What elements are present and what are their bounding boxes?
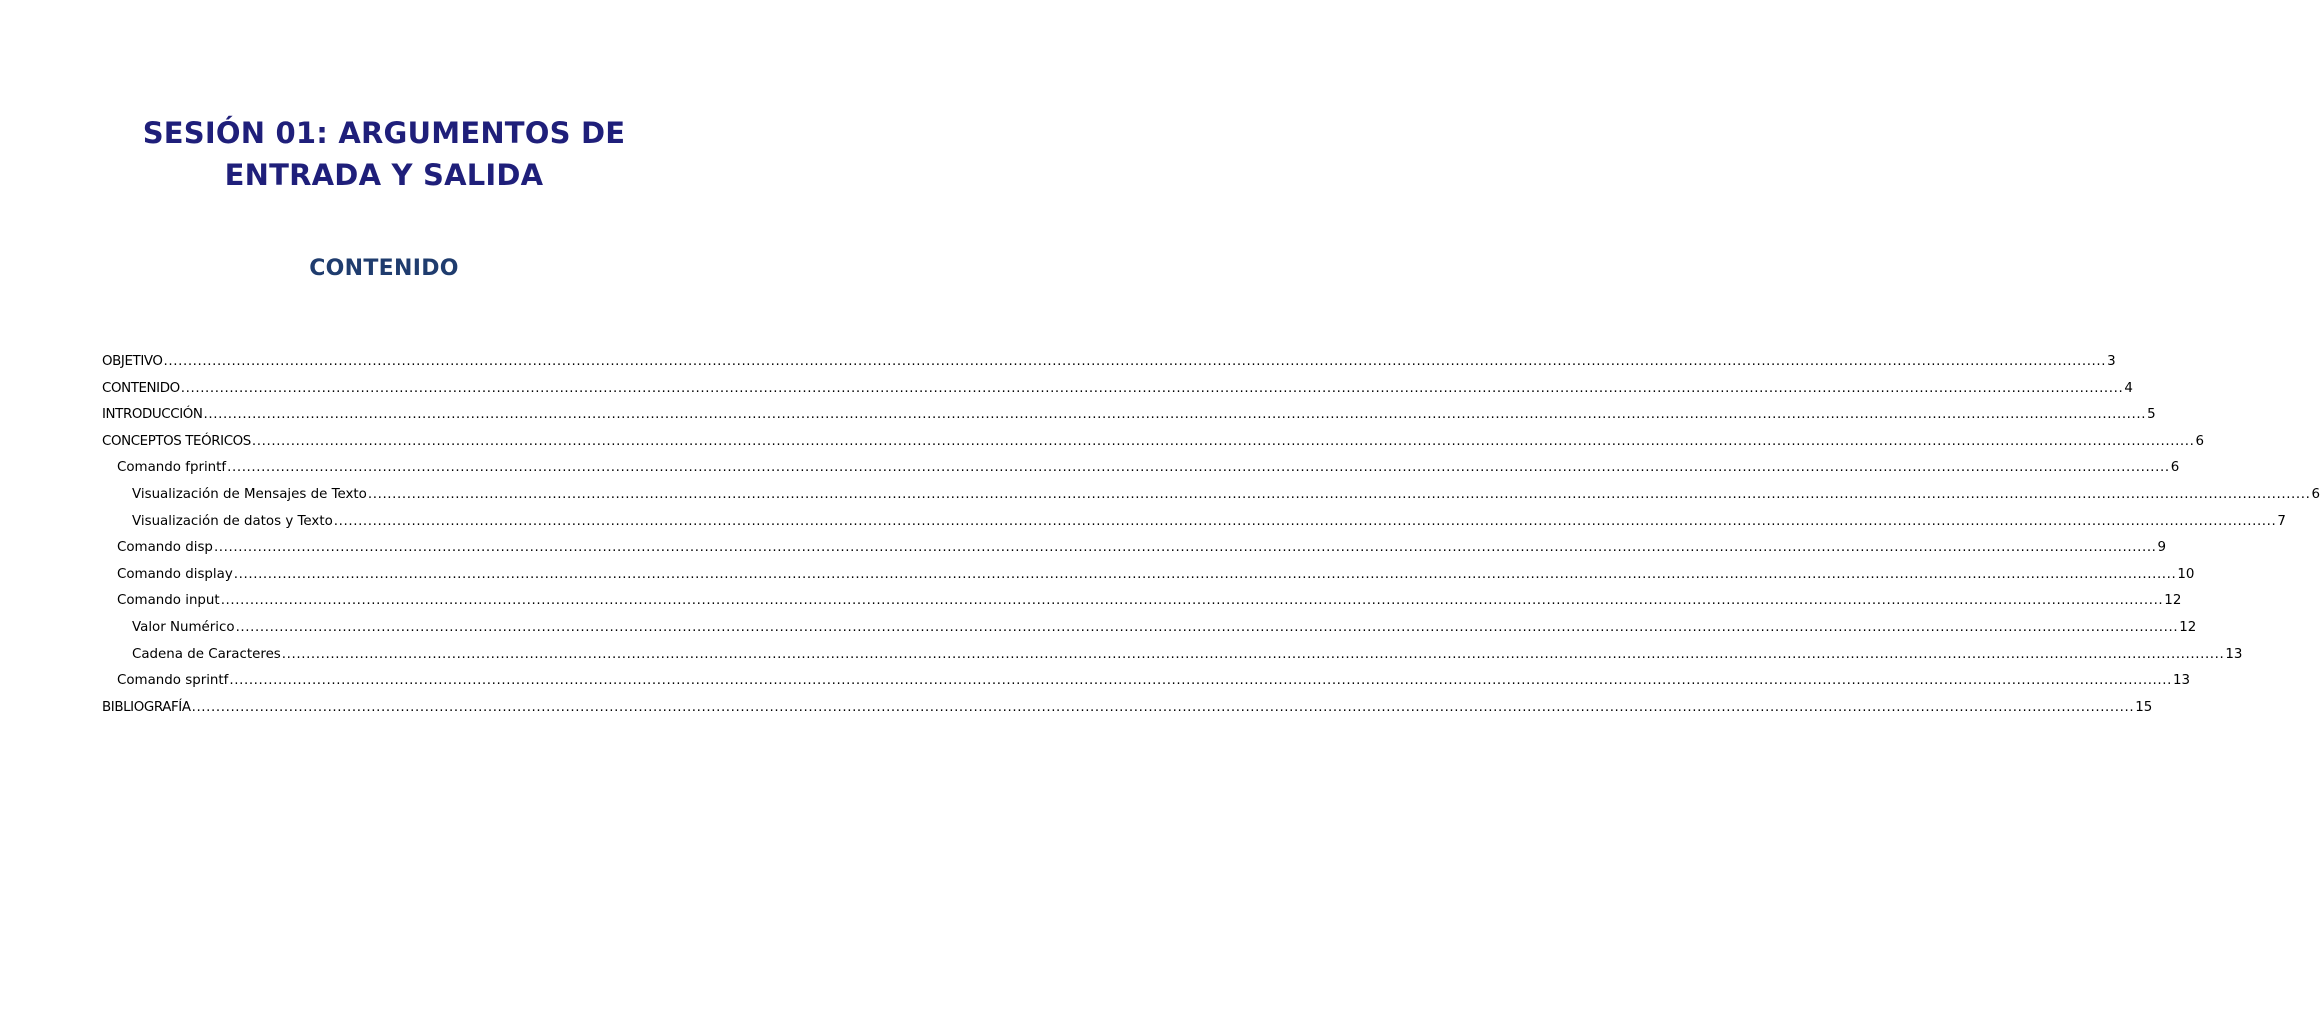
toc-entry-page-number: 4 [2124,380,2133,396]
toc-entry-page-number: 3 [2107,354,2116,369]
toc-dot-leader: ................................................................................................................................................................................................................................................................................................................................................................................................................ [227,460,2170,476]
toc-entry-page-number: 6 [2311,486,2320,502]
toc-entry-label: INTRODUCCIÓN [102,407,203,423]
toc-entry-label: BIBLIOGRAFÍA [102,699,191,715]
toc-entry-label: OBJETIVO [102,354,163,369]
toc-entry-page-number: 6 [2195,433,2205,449]
toc-dot-leader: ................................................................................................................................................................................................................................................................................................................................................................................................................ [203,407,2147,423]
toc-entry-page-number: 12 [2164,593,2182,609]
toc-dot-leader: ................................................................................................................................................................................................................................................................................................................................................................................................................ [367,486,2311,502]
toc-entry-label: Comando display [117,566,233,582]
toc-entry[interactable] [102,402,2156,429]
toc-dot-leader: ................................................................................................................................................................................................................................................................................................................................................................................................................ [251,433,2195,449]
toc-entry-label: Valor Numérico [132,619,235,635]
toc-entry[interactable] [102,535,2167,562]
toc-dot-leader: ................................................................................................................................................................................................................................................................................................................................................................................................................ [180,380,2124,396]
toc-entry[interactable] [102,642,2243,669]
toc-entry-page-number: 13 [2173,673,2191,689]
toc-entry-label: CONTENIDO [102,380,180,396]
toc-dot-leader: ................................................................................................................................................................................................................................................................................................................................................................................................................ [163,354,2107,369]
toc-dot-leader: ................................................................................................................................................................................................................................................................................................................................................................................................................ [191,699,2135,715]
toc-heading: CONTENIDO [309,256,459,281]
toc-entry[interactable] [102,695,2153,722]
toc-entry-label: Visualización de Mensajes de Texto [132,486,367,502]
toc-entry-page-number: 6 [2170,460,2180,476]
toc-dot-leader: ................................................................................................................................................................................................................................................................................................................................................................................................................ [281,646,2225,662]
toc-entry-page-number: 5 [2147,407,2156,423]
toc-entry-label: Comando sprintf [117,673,229,689]
toc-entry[interactable] [102,588,2182,615]
table-of-contents [102,349,2320,721]
toc-dot-leader: ................................................................................................................................................................................................................................................................................................................................................................................................................ [229,673,2172,689]
toc-entry-page-number: 13 [2225,646,2243,662]
toc-entry-page-number: 15 [2135,699,2153,715]
toc-entry[interactable] [102,429,2205,456]
toc-entry-page-number: 7 [2277,513,2286,529]
toc-dot-leader: ................................................................................................................................................................................................................................................................................................................................................................................................................ [235,619,2179,635]
toc-entry-label: Cadena de Caracteres [132,646,281,662]
toc-entry-label: Comando input [117,593,220,609]
toc-dot-leader: ................................................................................................................................................................................................................................................................................................................................................................................................................ [333,513,2277,529]
toc-entry[interactable] [102,562,2195,589]
toc-entry[interactable] [102,455,2180,482]
toc-entry-label: Visualización de datos y Texto [132,513,333,529]
page-title [84,112,684,196]
toc-entry-label: Comando fprintf [117,460,227,476]
toc-entry[interactable] [102,482,2320,509]
toc-entry[interactable] [102,615,2197,642]
toc-dot-leader: ................................................................................................................................................................................................................................................................................................................................................................................................................ [233,566,2177,582]
toc-entry-label: CONCEPTOS TEÓRICOS [102,433,251,449]
toc-entry[interactable] [102,509,2286,536]
toc-entry[interactable] [102,668,2191,695]
toc-entry[interactable] [102,376,2133,403]
page-title-line-2: ENTRADA Y SALIDA [224,158,544,192]
toc-entry-page-number: 12 [2179,619,2197,635]
page-title-line-1: SESIÓN 01: ARGUMENTOS DE [142,116,626,150]
toc-entry-page-number: 9 [2157,540,2167,556]
toc-dot-leader: ................................................................................................................................................................................................................................................................................................................................................................................................................ [213,540,2157,556]
toc-entry-label: Comando disp [117,540,213,556]
toc-entry[interactable] [102,349,2116,376]
toc-dot-leader: ................................................................................................................................................................................................................................................................................................................................................................................................................ [220,593,2164,609]
toc-entry-page-number: 10 [2177,566,2195,582]
